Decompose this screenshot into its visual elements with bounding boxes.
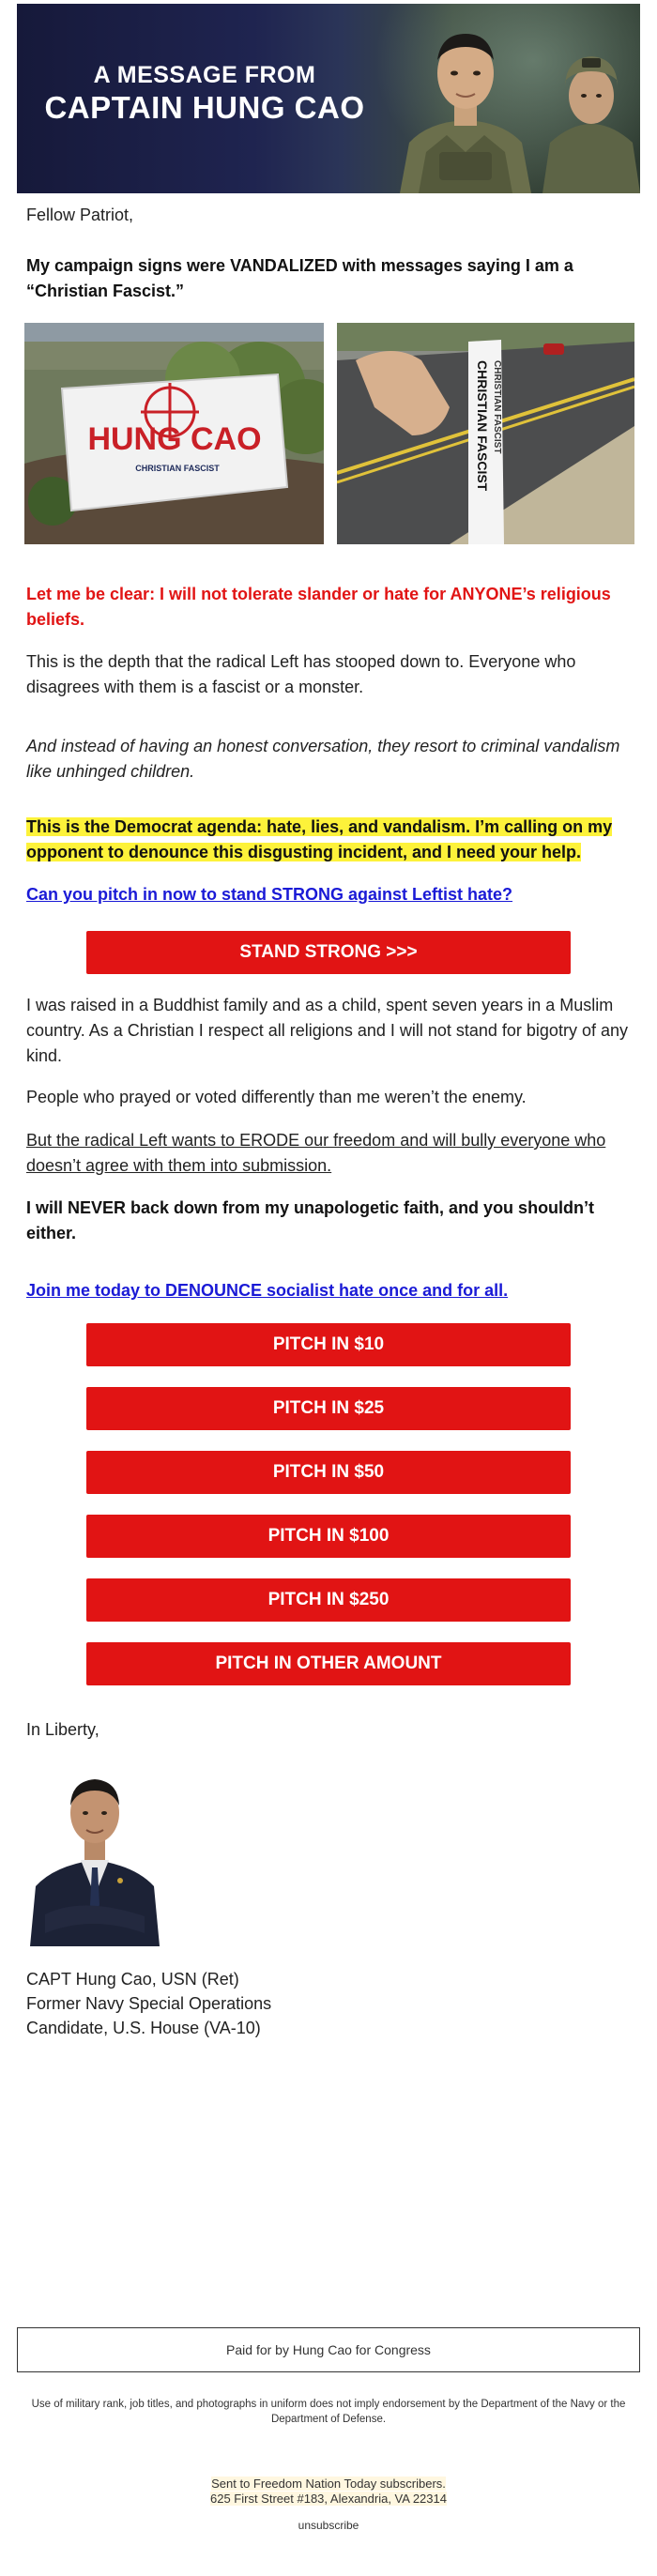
military-disclaimer: Use of military rank, job titles, and photographs in uniform does not imply endorsement by the Department of the Navy or the Department of Defense. <box>31 2399 626 2425</box>
paragraph-raised: I was raised in a Buddhist family and as a child, spent seven years in a Muslim country. As a Christian I respect all religions and I will not stand for bigotry of any kind. <box>26 996 628 1065</box>
unsubscribe-link[interactable]: unsubscribe <box>298 2519 359 2532</box>
vandalized-sign-photo <box>24 323 324 544</box>
signature-line-3: Candidate, U.S. House (VA-10) <box>26 2019 261 2037</box>
paragraph-never: I will NEVER back down from my unapologetic faith, and you shouldn’t either. <box>26 1198 595 1242</box>
sign-graffiti-text: CHRISTIAN FASCIST <box>135 464 220 473</box>
pitch-in-50-button[interactable]: PITCH IN $50 <box>86 1451 571 1494</box>
paragraph-vandalism: And instead of having an honest conversation, they resort to criminal vandalism like unhinged children. <box>26 737 620 781</box>
stand-strong-button[interactable]: STAND STRONG >>> <box>86 931 571 974</box>
banner-line-1: A MESSAGE FROM <box>93 62 316 88</box>
join-link-row <box>26 1278 631 1303</box>
intro-paragraph: My campaign signs were VANDALIZED with messages saying I am a “Christian Fascist.” <box>26 256 573 300</box>
vandal-strip-photo <box>337 323 634 544</box>
denounce-link[interactable]: Join me today to DENOUNCE socialist hate once and for all. <box>26 1281 509 1300</box>
strip-text-1: CHRISTIAN FASCIST <box>475 360 490 492</box>
sent-to-notice <box>0 2477 657 2507</box>
clear-statement: Let me be clear: I will not tolerate slander or hate for ANYONE’s religious beliefs. <box>26 585 611 629</box>
paragraph-erode: But the radical Left wants to ERODE our freedom and will bully everyone who doesn’t agree with them into submission. <box>26 1131 606 1175</box>
pitch-in-25-button[interactable]: PITCH IN $25 <box>86 1387 571 1430</box>
pitch-in-link[interactable]: Can you pitch in now to stand STRONG against Leftist hate? <box>26 885 513 904</box>
banner-line-2: CAPTAIN HUNG CAO <box>44 90 365 125</box>
sent-line-1: Sent to Freedom Nation Today subscribers. <box>211 2477 446 2491</box>
sent-line-2: 625 First Street #183, Alexandria, VA 22314 <box>210 2492 447 2506</box>
soldier-helmet-photo <box>542 30 640 193</box>
paragraph-depth: This is the depth that the radical Left has stooped down to. Everyone who disagrees with them is a fascist or a monster. <box>26 652 576 696</box>
paragraph-agenda <box>26 815 631 865</box>
header-banner <box>17 4 640 193</box>
strip-text-2: CHRISTIAN FASCIST <box>492 360 502 454</box>
greeting: Fellow Patriot, <box>26 206 134 224</box>
sign-name-text: HUNG CAO <box>87 421 262 457</box>
pitch-in-100-button[interactable]: PITCH IN $100 <box>86 1515 571 1558</box>
highlighted-text: This is the Democrat agenda: hate, lies, and vandalism. I’m calling on my opponent to denounce this disgusting incident, and I need your help. <box>26 817 613 861</box>
signature-line-1: CAPT Hung Cao, USN (Ret) <box>26 1970 239 1989</box>
pitch-in-250-button[interactable]: PITCH IN $250 <box>86 1578 571 1622</box>
pitch-in-10-button[interactable]: PITCH IN $10 <box>86 1323 571 1366</box>
candidate-portrait <box>26 1755 163 1946</box>
soldier-portrait-photo <box>390 11 541 193</box>
paragraph-prayed: People who prayed or voted differently than me weren’t the enemy. <box>26 1088 527 1106</box>
pitch-in-other-button[interactable]: PITCH IN OTHER AMOUNT <box>86 1642 571 1685</box>
signoff: In Liberty, <box>26 1720 99 1739</box>
pitch-link-row <box>26 882 631 907</box>
signature-line-2: Former Navy Special Operations <box>26 1994 272 2013</box>
paid-for-box: Paid for by Hung Cao for Congress <box>17 2327 640 2372</box>
